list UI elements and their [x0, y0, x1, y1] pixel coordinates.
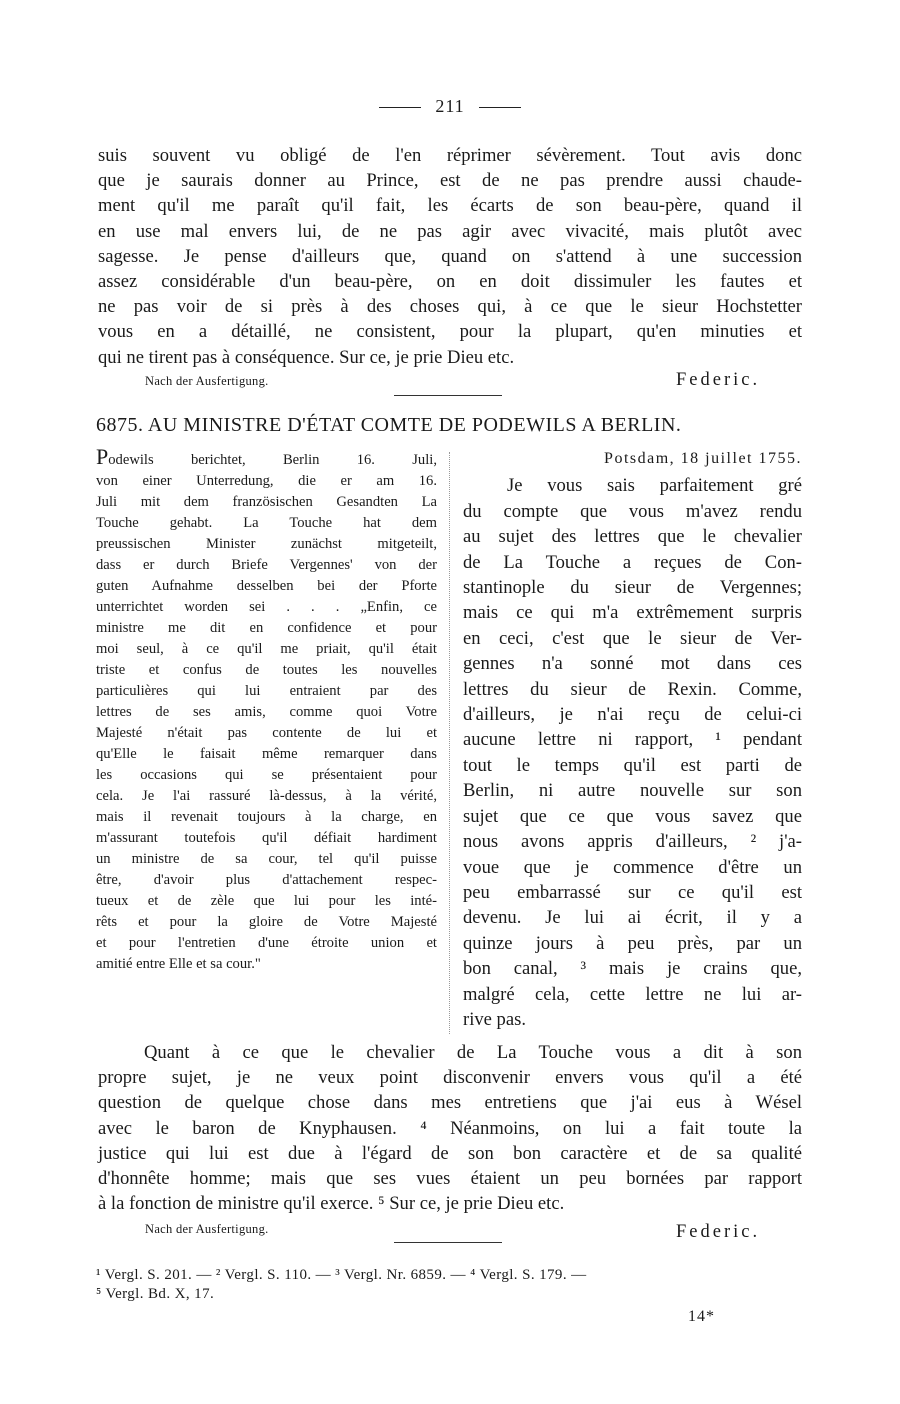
source-note: Nach der Ausfertigung. — [145, 374, 269, 388]
summary-line: moi seul, à ce qu'il me priait, qu'il était — [96, 641, 437, 657]
summary-line: rêts et pour la gloire de Votre Majesté — [96, 914, 437, 930]
summary-line: les occasions qui se présentaient pour — [96, 767, 437, 783]
summary-line: m'assurant toutefois qu'il défiait hardiment — [96, 830, 437, 846]
letter-line: nous avons appris d'ailleurs, ² j'a- — [463, 831, 802, 853]
summary-line: von einer Unterredung, die er am 16. — [96, 473, 437, 489]
text-line: d'honnête homme; mais que ses vues étaient un peu bornées par rapport — [98, 1168, 802, 1190]
letter-column — [463, 446, 802, 1032]
letter-line: voue que je commence d'être un — [463, 856, 802, 878]
text-line: en use mal envers lui, de ne pas agir avec vivacité, mais plutôt avec — [98, 220, 802, 242]
letter-line: rive pas. — [463, 1008, 526, 1030]
summary-line: guten Aufnahme desselben bei der Pforte — [96, 578, 437, 594]
text-line: que je saurais donner au Prince, est de ne pas prendre aussi chaude- — [98, 170, 802, 192]
letter-line: malgré cela, cette lettre ne lui ar- — [463, 983, 802, 1005]
document-title: 6875. AU MINISTRE D'ÉTAT COMTE DE PODEWILS A BERLIN. — [96, 414, 682, 436]
summary-line: être, d'avoir plus d'attachement respec- — [96, 872, 437, 888]
closing-paragraph — [98, 1040, 802, 1216]
initial-capital: P — [96, 444, 109, 469]
summary-line: amitié entre Elle et sa cour." — [96, 956, 261, 972]
summary-line: Juli mit dem französischen Gesandten La — [96, 494, 437, 510]
footnote-line: ¹ Vergl. S. 201. — ² Vergl. S. 110. — ³ Vergl. Nr. 6859. — ⁴ Vergl. S. 179. — — [96, 1267, 587, 1283]
summary-line: mais il revenait toujours à la charge, en — [96, 809, 437, 825]
letter-line: Berlin, ni autre nouvelle sur son — [463, 780, 802, 802]
signature: Federic. — [676, 370, 761, 390]
dateline: Potsdam, 18 juillet 1755. — [604, 450, 802, 467]
text-line: à la fonction de ministre qu'il exerce. ⁵ Sur ce, je prie Dieu etc. — [98, 1193, 565, 1215]
letter-line: devenu. Je lui ai écrit, il y a — [463, 907, 802, 929]
separator-rule — [394, 1242, 502, 1243]
text-line: qui ne tirent pas à conséquence. Sur ce, je prie Dieu etc. — [98, 346, 515, 368]
text-line: propre sujet, je ne veux point disconvenir envers vous qu'il a été — [98, 1067, 802, 1089]
letter-line: de La Touche a reçues de Con- — [463, 551, 802, 573]
letter-line: tout le temps qu'il est parti de — [463, 754, 802, 776]
letter-line: bon canal, ³ mais je crains que, — [463, 958, 802, 980]
summary-line: particulières qui lui entraient par des — [96, 683, 437, 699]
page-number: 211 — [435, 96, 465, 116]
text-line: assez considérable d'un beau-père, on en doit dissimuler les fautes et — [98, 271, 802, 293]
summary-line: dass er durch Briefe Vergennes' von der — [96, 557, 437, 573]
text-line: sagesse. Je pense d'ailleurs que, quand on s'attend à une succession — [98, 245, 802, 267]
text-line: ment qu'il me paraît qu'il fait, les écarts de son beau-père, quand il — [98, 195, 802, 217]
separator-rule — [394, 395, 502, 396]
summary-line: cela. Je l'ai rassuré là-dessus, à la vérité, — [96, 788, 437, 804]
text-line: suis souvent vu obligé de l'en réprimer sévèrement. Tout avis donc — [98, 145, 802, 166]
summary-line: Podewils berichtet, Berlin 16. Juli, — [96, 444, 437, 469]
text-line: avec le baron de Knyphausen. ⁴ Néanmoins, on lui a fait toute la — [98, 1117, 802, 1139]
letter-line: gennes n'a sonné mot dans ces — [463, 653, 802, 675]
letter-line: quinze jours à peu près, par un — [463, 932, 802, 954]
summary-line: et pour l'entretien d'une étroite union et — [96, 935, 437, 951]
letter-line: peu embarrassé sur ce qu'il est — [463, 881, 802, 903]
letter-line: en ceci, c'est que le sieur de Ver- — [463, 627, 802, 649]
letter-line: sujet que ce que vous savez que — [463, 805, 802, 827]
continuation-paragraph — [98, 143, 802, 370]
text-line: justice qui lui est due à l'égard de son bon caractère et de sa qualité — [98, 1142, 802, 1164]
header-dash-right — [479, 107, 521, 108]
letter-line: mais ce qui m'a extrêmement surpris — [463, 602, 802, 624]
summary-line: un ministre de sa cour, tel qu'il puisse — [96, 851, 437, 867]
text-line: ne pas voir de si près à des choses qui, à ce que le sieur Hochstetter — [98, 296, 802, 318]
summary-line: unterrichtet worden sei . . . „Enfin, ce — [96, 599, 437, 615]
footnote-line: ⁵ Vergl. Bd. X, 17. — [96, 1286, 215, 1302]
summary-line: lettres de ses amis, comme quoi Votre — [96, 704, 437, 720]
text-line: question de quelque chose dans mes entretiens que j'ai eus à Wésel — [98, 1092, 802, 1114]
signature: Federic. — [676, 1222, 761, 1242]
page-header — [0, 96, 900, 117]
summary-line: ministre me dit en confidence et pour — [96, 620, 437, 636]
summary-column — [96, 446, 437, 975]
text-line: vous en a détaillé, ne consistent, pour la plupart, qu'en minuties et — [98, 321, 802, 343]
letter-line: aucune lettre ni rapport, ¹ pendant — [463, 729, 802, 751]
column-divider — [449, 452, 450, 1034]
letter-line: stantinople du sieur de Vergennes; — [463, 577, 802, 599]
letter-line: lettres du sieur de Rexin. Comme, — [463, 678, 802, 700]
summary-line: preussischen Minister zunächst mitgeteilt, — [96, 536, 437, 552]
letter-line: du compte que vous m'avez rendu — [463, 500, 802, 522]
printer-signature-mark: 14* — [688, 1308, 715, 1325]
footnotes — [96, 1266, 808, 1304]
summary-line: Touche gehabt. La Touche hat dem — [96, 515, 437, 531]
source-note: Nach der Ausfertigung. — [145, 1222, 269, 1236]
letter-line: au sujet des lettres que le chevalier — [463, 526, 802, 548]
letter-line: d'ailleurs, je n'ai reçu de celui-ci — [463, 704, 802, 726]
letter-line: Je vous sais parfaitement gré — [507, 475, 802, 497]
text-line: Quant à ce que le chevalier de La Touche vous a dit à son — [144, 1042, 802, 1063]
summary-line: triste et confus de toutes les nouvelles — [96, 662, 437, 678]
header-dash-left — [379, 107, 421, 108]
summary-line: Majesté n'était pas contente de lui et — [96, 725, 437, 741]
summary-line: tueux et de zèle que lui pour les inté- — [96, 893, 437, 909]
summary-line: qu'Elle le faisait même remarquer dans — [96, 746, 437, 762]
